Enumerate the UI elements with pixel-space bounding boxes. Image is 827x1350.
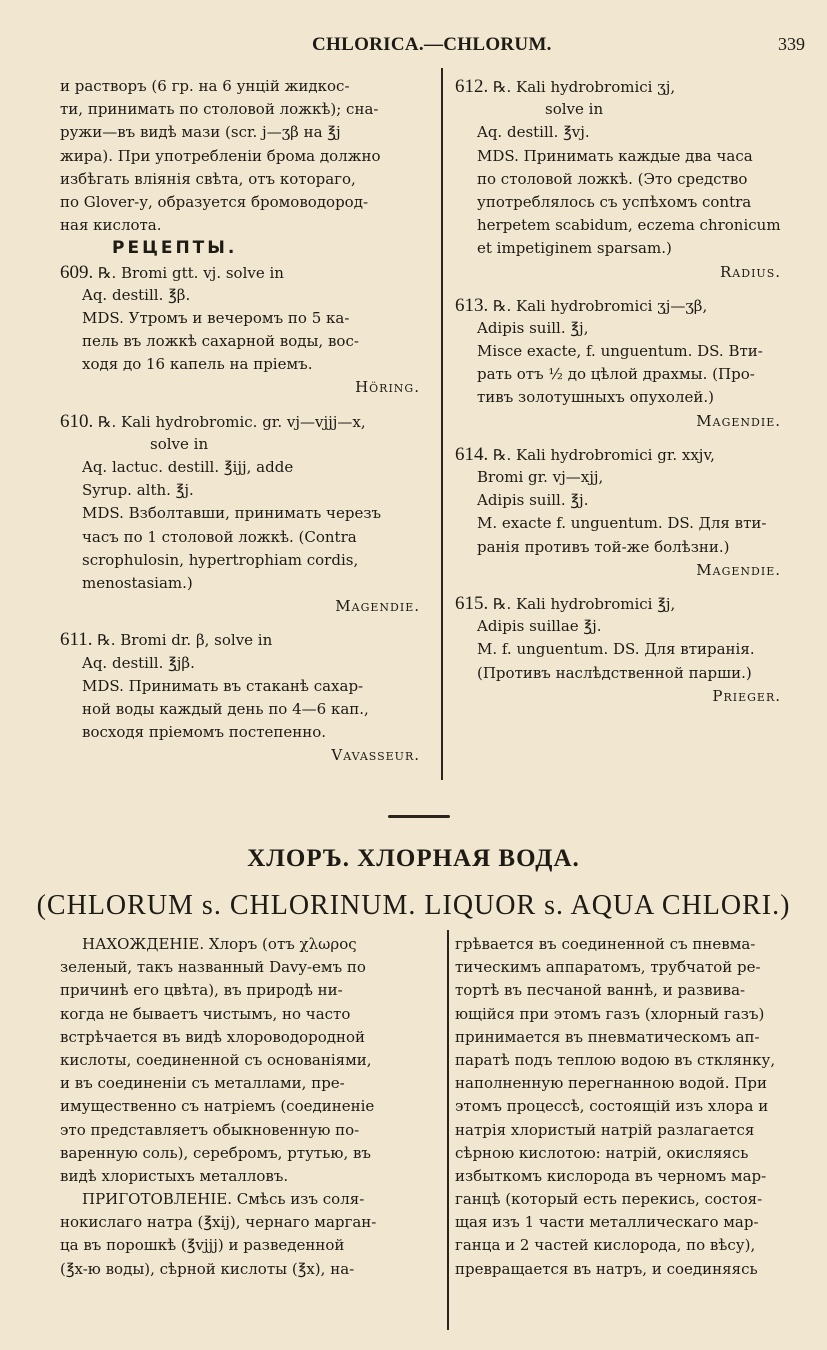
body-line: когда не бываетъ чистымъ, но часто [60,1004,351,1023]
recipe-line [60,284,440,307]
recipe-text: Aq. lactuc. destill. ℥ijj, adde [82,458,294,476]
body-line: зеленый, такъ названный Davy-емъ по [60,958,366,977]
body-line: имущественно съ натріемъ (соединеніе [60,1097,375,1116]
body-line: причинѣ его цвѣта), въ природѣ ни- [60,981,343,1000]
recipe-text: menostasiam.) [82,573,193,592]
recipe-text: Adipis suillae ℥j. [477,617,602,636]
recipe-text: восходя пріемомъ постепенно. [82,723,327,742]
recipe-text: Adipis suill. ℥j. [477,491,589,510]
recipe-author: Magendie. [335,597,420,616]
body-line: щая изъ 1 части металлическаго мар- [455,1213,759,1232]
recipe-text: Bromi gr. vj—xjj, [477,468,604,486]
recipe-text: пель въ ложкѣ сахарной воды, вос- [82,332,359,351]
body-line: сѣрною кислотою: натрій, окисляясь [455,1143,749,1162]
column-divider-bottom [447,930,449,1330]
recipe-author: Prieger. [712,686,781,705]
recipe-block [60,261,440,410]
recipe-gap [455,433,805,443]
recipe-block [455,75,805,294]
running-title: CHLORICA.—CHLORUM. [312,34,552,55]
recipe-line [455,98,805,121]
recipe-text: MDS. Принимать въ стаканѣ сахар- [82,676,364,695]
recipe-text: Misce exacte, f. unguentum. DS. Вти- [477,342,763,361]
recipe-line [60,652,440,675]
recipe-block [455,294,805,443]
recipe-text: MDS. Утромъ и вечеромъ по 5 ка- [82,308,350,327]
text-line: жира). При употребленіи брома должно [60,146,381,165]
recipe-line [60,353,440,376]
body-line: ца въ порошкѣ (℥vjjj) и разведенной [60,1236,345,1255]
recipe-text: M. exacte f. unguentum. DS. Для вти- [477,514,767,533]
column-divider-top [441,68,443,780]
recipe-text: ℞. Kali hydrobromici gr. xxjv, [493,445,715,464]
recipe-text: solve in [545,100,604,119]
body-line: ПРИГОТОВЛЕНІЕ. Смѣсь изъ соля- [82,1190,365,1209]
recipe-line [60,572,440,595]
body-line: это представляетъ обыкновенную по- [60,1120,360,1139]
recipe-block [60,410,440,629]
recipe-line [455,75,805,98]
text-line: по Glover-у, образуется бромоводород- [60,192,369,211]
section-separator [388,815,450,818]
recipe-line [60,698,440,721]
recipe-text: употреблялось съ успѣхомъ contra [477,192,752,211]
recipe-text: Syrup. alth. ℥j. [82,481,194,500]
recipe-text: по столовой ложкѣ. (Это средство [477,169,748,188]
left-column [60,75,440,767]
recipe-line [455,489,805,512]
recipe-line [455,145,805,168]
recipe-line [60,721,440,744]
recipe-number: 611. [60,629,98,651]
recipe-line [60,261,440,284]
recipe-block [60,628,440,767]
body-line: ганцѣ (который есть перекись, состоя- [455,1190,763,1209]
body-line: (℥x-ю воды), сѣрной кислоты (℥x), на- [60,1259,355,1278]
recipe-line [60,433,440,456]
recipe-author: Höring. [355,378,420,397]
body-line: и въ соединеніи съ металлами, пре- [60,1074,345,1093]
recipe-text: тивъ золотушныхъ опухолей.) [477,388,714,407]
text-line: ти, принимать по столовой ложкѣ); сна- [60,100,379,119]
section-title: ХЛОРЪ. ХЛОРНАЯ ВОДА. [247,845,580,872]
recipe-line [455,340,805,363]
recipe-text: Aq. destill. ℥jβ. [82,653,195,672]
recipe-number: 613. [455,294,493,316]
recipe-line [60,330,440,353]
recipe-line [60,502,440,525]
recipes-heading: РЕЦЕПТЫ. [112,238,238,259]
recipe-line [455,512,805,535]
recipe-text: scrophulosin, hypertrophiam cordis, [82,550,359,569]
recipe-line [455,237,805,260]
recipe-text: et impetiginem sparsam.) [477,239,672,258]
recipe-line [60,526,440,549]
recipe-line [455,191,805,214]
recipe-text: solve in [150,434,209,453]
recipe-text: Adipis suill. ℥j, [477,318,589,337]
recipe-text: ходя до 16 капель на пріемъ. [82,355,313,374]
recipe-text: ℞. Kali hydrobromici ʒj, [493,78,676,96]
recipe-line [60,628,440,651]
recipe-number: 609. [60,261,98,283]
recipe-gap [60,618,440,628]
recipe-line [455,466,805,489]
page-number: 339 [778,34,805,54]
recipe-line [455,443,805,466]
bottom-right-column [455,933,807,1281]
body-line: натрія хлористый натрій разлагается [455,1120,755,1139]
body-line: наполненную перегнанною водой. При [455,1074,767,1093]
recipe-text: Aq. destill. ℥vj. [477,123,590,142]
recipe-text: Aq. destill. ℥β. [82,285,191,304]
recipe-line [60,307,440,330]
recipe-author: Magendie. [696,560,781,579]
body-line: паратѣ подъ теплою водою въ стклянку, [455,1050,776,1069]
recipe-block [455,443,805,592]
body-line: кислоты, соединенной съ основаніями, [60,1050,372,1069]
recipe-line [455,317,805,340]
text-line: ружи—въ видѣ мази (scr. j—ʒβ на ℥j [60,123,341,142]
recipe-text: ℞. Kali hydrobromici ʒj—ʒβ, [493,296,708,315]
recipe-line [455,638,805,661]
recipe-line [60,675,440,698]
recipe-author: Vavasseur. [331,746,420,765]
recipe-number: 614. [455,443,493,465]
body-line: грѣвается въ соединенной съ пневма- [455,935,756,953]
recipe-gap [455,284,805,294]
recipe-text: MDS. Взболтавши, принимать черезъ [82,504,382,523]
recipe-text: часъ по 1 столовой ложкѣ. (Contra [82,527,357,546]
body-line: этомъ процессѣ, состоящій изъ хлора и [455,1097,769,1116]
bottom-left-column [60,933,440,1281]
body-line: встрѣчается въ видѣ хлороводородной [60,1027,365,1046]
recipe-line [455,363,805,386]
recipe-line [60,410,440,433]
recipe-author: Radius. [720,262,781,281]
right-column [455,75,805,708]
running-head [0,34,827,56]
recipe-text: herpetem scabidum, eczema chronicum [477,216,781,235]
recipe-text: M. f. unguentum. DS. Для втиранія. [477,640,755,659]
recipe-text: рать отъ ½ до цѣлой драхмы. (Про- [477,365,755,384]
text-line: и растворъ (6 гр. на 6 унцій жидкос- [60,77,350,95]
body-line: избыткомъ кислорода въ черномъ мар- [455,1166,767,1185]
body-line: тическимъ аппаратомъ, трубчатой ре- [455,958,761,977]
recipe-text: ранія противъ той-же болѣзни.) [477,537,730,556]
recipe-text: ℞. Bromi gtt. vj. solve in [98,263,284,282]
recipe-line [455,294,805,317]
recipe-text: MDS. Принимать каждые два часа [477,146,753,165]
recipe-author: Magendie. [696,411,781,430]
body-line: варенную соль), серебромъ, ртутью, въ [60,1143,371,1162]
recipe-text: ной воды каждый день по 4—6 кап., [82,699,369,718]
text-line: избѣгать вліянія свѣта, отъ котораго, [60,169,356,188]
body-line: НАХОЖДЕНІЕ. Хлоръ (отъ χλωρος [82,935,357,953]
recipe-line [60,549,440,572]
recipe-line [455,536,805,559]
body-line: принимается въ пневматическомъ ап- [455,1027,760,1046]
recipe-line [60,456,440,479]
recipe-line [60,479,440,502]
recipe-text: (Противъ наслѣдственной парши.) [477,663,752,682]
recipe-gap [60,400,440,410]
recipe-text: ℞. Kali hydrobromici ℥j, [493,594,676,613]
recipe-line [455,168,805,191]
body-line: ганца и 2 частей кислорода, по вѣсу), [455,1236,756,1255]
section-subtitle: (CHLORUM s. CHLORINUM. LIQUOR s. AQUA CHLORI.) [36,890,791,921]
recipe-line [455,592,805,615]
body-line: превращается въ натръ, и соединяясь [455,1259,758,1278]
body-line: ющійся при этомъ газъ (хлорный газъ) [455,1004,765,1023]
recipe-gap [455,582,805,592]
body-line: тортѣ въ песчаной ваннѣ, и развива- [455,981,746,1000]
recipe-line [455,121,805,144]
recipe-line [455,386,805,409]
recipe-number: 612. [455,76,493,97]
recipe-line [455,662,805,685]
recipe-number: 610. [60,410,98,432]
recipe-block [455,592,805,708]
recipe-line [455,615,805,638]
recipe-line [455,214,805,237]
recipe-text: ℞. Bromi dr. β, solve in [97,631,273,650]
recipe-number: 615. [455,592,493,614]
body-line: видѣ хлористыхъ металловъ. [60,1166,289,1185]
recipe-text: ℞. Kali hydrobromic. gr. vj—vjjj—x, [98,412,366,431]
body-line: нокислаго натра (℥xij), чернаго марган- [60,1213,377,1232]
text-line: ная кислота. [60,216,162,235]
